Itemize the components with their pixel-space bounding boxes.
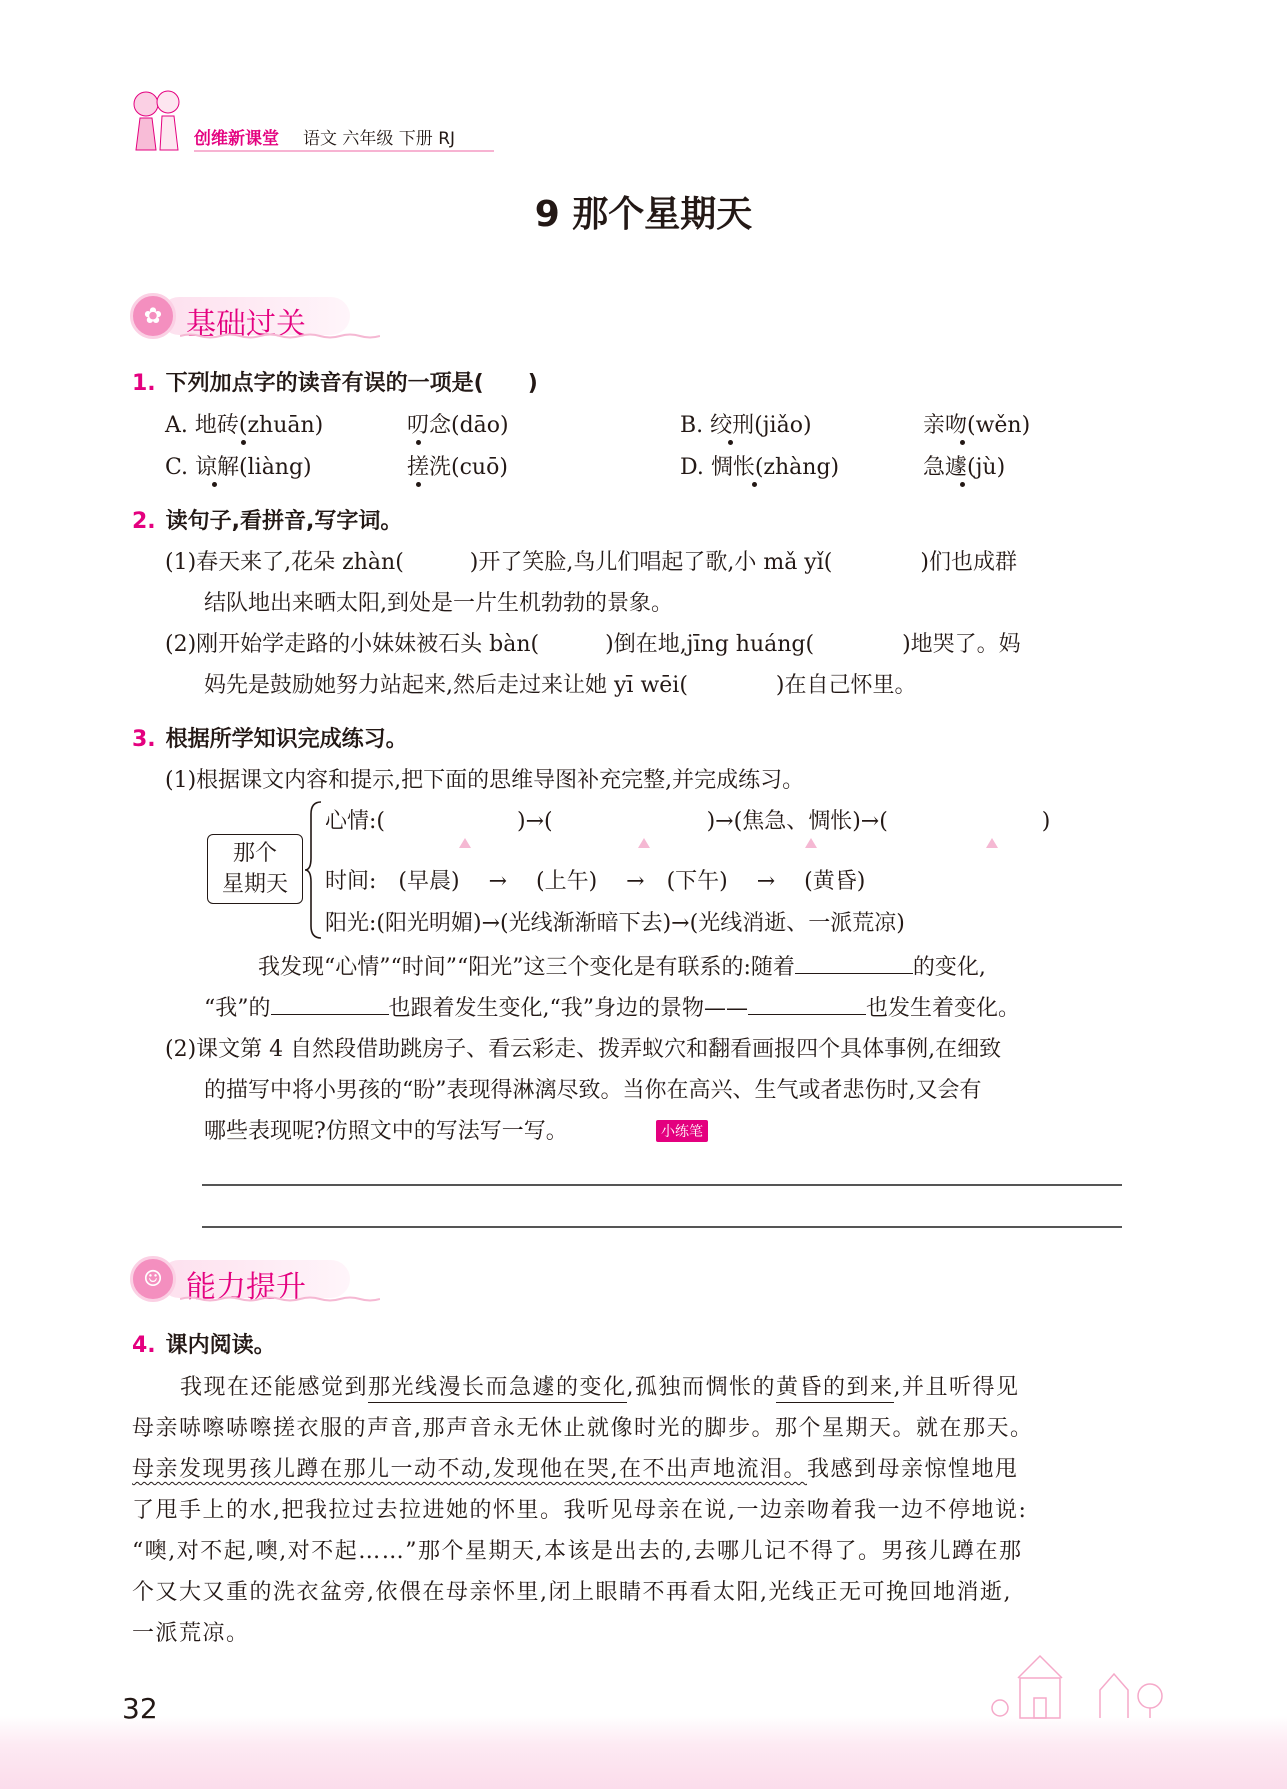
reading-line-3 xyxy=(132,1452,1019,1483)
reading-line-7: 一派荒凉。 xyxy=(132,1621,250,1646)
option-text: A. 地砖(zhuān) xyxy=(165,413,324,438)
section-title: 基础过关 xyxy=(186,307,306,342)
q1-option-c1 xyxy=(165,450,312,481)
q2-sentence-2a: (2)刚开始学走路的小妹妹被石头 bàn( )倒在地,jīng huáng( )地哭了。妈 xyxy=(165,632,1021,657)
q3-part1-prompt: (1)根据课文内容和提示,把下面的思维导图补充完整,并完成练习。 xyxy=(165,768,805,793)
reading-line-5: “噢,对不起,噢,对不起……”那个星期天,本该是出去的,去哪儿记不得了。男孩儿蹲在那 xyxy=(132,1539,1023,1564)
q2-number: 2. xyxy=(132,509,156,534)
emphasis-dot xyxy=(728,440,733,445)
q3-number: 3. xyxy=(132,727,156,752)
emphasis-dot xyxy=(416,482,421,487)
mindmap-time-row: 时间: (早晨) → (上午) → (下午) → (黄昏) xyxy=(325,869,866,894)
girl-avatar-icon: ✿ xyxy=(130,293,176,339)
q4-number: 4. xyxy=(132,1333,156,1358)
reading-line-4: 了甩手上的水,把我拉过去拉进她的怀里。我听见母亲在说,一边亲吻着我一边不停地说: xyxy=(132,1498,1028,1523)
hint-arrow-icon xyxy=(805,838,817,848)
wave-decoration-icon xyxy=(180,1296,380,1302)
emphasis-dot xyxy=(960,482,965,487)
practice-tag: 小练笔 xyxy=(656,1120,708,1142)
q1-option-d1 xyxy=(680,450,839,481)
section-tag-basic xyxy=(130,293,390,342)
mindmap-root-line1: 那个 xyxy=(232,841,277,866)
lesson-title: 9 那个星期天 xyxy=(534,194,753,235)
q1-option-a1 xyxy=(165,408,323,439)
section-tag-ability xyxy=(130,1256,390,1305)
finding-text: “我”的 xyxy=(204,996,271,1021)
option-text: 叨念(dāo) xyxy=(407,413,509,438)
underlined-phrase: 黄昏的到来 xyxy=(776,1375,894,1403)
wavy-underlined-sentence: 母亲发现男孩儿蹲在那儿一动不动,发现他在哭,在不出声地流泪。 xyxy=(132,1457,807,1482)
reading-text: ,孤独而惆怅的 xyxy=(626,1375,777,1400)
answer-blank[interactable] xyxy=(271,994,389,1015)
footer-band xyxy=(0,1716,1287,1789)
emphasis-dot xyxy=(752,482,757,487)
answer-blank[interactable] xyxy=(748,994,866,1015)
q1-option-b1 xyxy=(680,408,812,439)
q4-heading xyxy=(132,1328,276,1359)
q4-stem: 课内阅读。 xyxy=(165,1333,276,1358)
finding-text: 的变化, xyxy=(912,955,986,980)
reading-text: ,并且听得见 xyxy=(893,1375,1020,1400)
q3-finding-line2 xyxy=(204,991,1020,1022)
q2-heading xyxy=(132,504,402,535)
finding-text: 也发生着变化。 xyxy=(866,996,1021,1021)
mindmap-mood-row: 心情:( )→( )→(焦急、惆怅)→( ) xyxy=(325,809,1051,834)
option-text: D. 惆怅(zhàng) xyxy=(680,455,840,480)
emphasis-dot xyxy=(960,440,965,445)
underlined-phrase: 那光线漫长而急遽的变化 xyxy=(368,1375,627,1403)
page-number: 32 xyxy=(122,1692,158,1725)
q1-option-b2 xyxy=(923,408,1030,439)
emphasis-dot xyxy=(416,440,421,445)
option-text: C. 谅解(liàng) xyxy=(165,455,312,480)
answer-blank[interactable] xyxy=(795,953,913,974)
hint-arrow-icon xyxy=(986,838,998,848)
option-text: 亲吻(wěn) xyxy=(923,413,1031,438)
section-title: 能力提升 xyxy=(186,1270,306,1305)
hint-arrow-icon xyxy=(638,838,650,848)
reading-text: 我现在还能感觉到 xyxy=(180,1375,369,1400)
q3-stem: 根据所学知识完成练习。 xyxy=(165,727,408,752)
mindmap-root-line2: 星期天 xyxy=(221,872,288,897)
writing-line[interactable] xyxy=(202,1184,1122,1186)
q1-number: 1. xyxy=(132,371,156,396)
q1-stem: 下列加点字的读音有误的一项是( ) xyxy=(165,371,538,396)
header-subject: 语文 六年级 下册 RJ xyxy=(303,129,456,149)
castle-illustration-icon xyxy=(990,1650,1170,1720)
q3-finding-line1 xyxy=(258,950,986,981)
header-brand: 创维新课堂 xyxy=(194,129,279,149)
reading-line-6: 个又大又重的洗衣盆旁,依偎在母亲怀里,闭上眼睛不再看太阳,光线正无可挽回地消逝, xyxy=(132,1580,1012,1605)
option-text: 急遽(jù) xyxy=(923,455,1006,480)
q1-option-a2 xyxy=(407,408,509,439)
q1-heading xyxy=(132,366,538,397)
q3-part2-line1: (2)课文第 4 自然段借助跳房子、看云彩走、拨弄蚁穴和翻看画报四个具体事例,在细致 xyxy=(165,1037,1002,1062)
hint-arrow-icon xyxy=(459,838,471,848)
mindmap-sun-row: 阳光:(阳光明媚)→(光线渐渐暗下去)→(光线消逝、一派荒凉) xyxy=(325,911,905,936)
q1-option-d2 xyxy=(923,450,1005,481)
writing-line[interactable] xyxy=(202,1226,1122,1228)
mindmap-root-box xyxy=(207,834,303,904)
finding-text: 也跟着发生变化,“我”身边的景物—— xyxy=(388,996,748,1021)
emphasis-dot xyxy=(212,482,217,487)
mindmap-brace xyxy=(303,800,323,940)
q3-part2-line3: 哪些表现呢?仿照文中的写法写一写。 xyxy=(204,1119,568,1144)
q2-sentence-2b: 妈先是鼓励她努力站起来,然后走过来让她 yī wēi( )在自己怀里。 xyxy=(204,673,917,698)
q2-sentence-1b: 结队地出来晒太阳,到处是一片生机勃勃的景象。 xyxy=(204,591,673,616)
header-illustration xyxy=(126,86,190,152)
bear-avatar-icon: ☺ xyxy=(130,1256,176,1302)
emphasis-dot xyxy=(241,440,246,445)
q1-option-c2 xyxy=(407,450,508,481)
reading-line-2: 母亲哧嚓哧嚓搓衣服的声音,那声音永无休止就像时光的脚步。那个星期天。就在那天。 xyxy=(132,1416,1034,1441)
q3-heading xyxy=(132,722,408,753)
q3-part2-line2: 的描写中将小男孩的“盼”表现得淋漓尽致。当你在高兴、生气或者悲伤时,又会有 xyxy=(204,1078,982,1103)
reading-text: 我感到母亲惊惶地甩 xyxy=(807,1457,1019,1482)
finding-text: 我发现“心情”“时间”“阳光”这三个变化是有联系的:随着 xyxy=(258,955,795,980)
wave-decoration-icon xyxy=(180,333,380,339)
header-divider xyxy=(194,150,494,152)
q2-sentence-1a: (1)春天来了,花朵 zhàn( )开了笑脸,鸟儿们唱起了歌,小 mǎ yǐ( )们也成群 xyxy=(165,550,1017,575)
option-text: B. 绞刑(jiǎo) xyxy=(680,413,812,438)
reading-line-1 xyxy=(180,1370,1020,1401)
q2-stem: 读句子,看拼音,写字词。 xyxy=(165,509,403,534)
option-text: 搓洗(cuō) xyxy=(407,455,508,480)
